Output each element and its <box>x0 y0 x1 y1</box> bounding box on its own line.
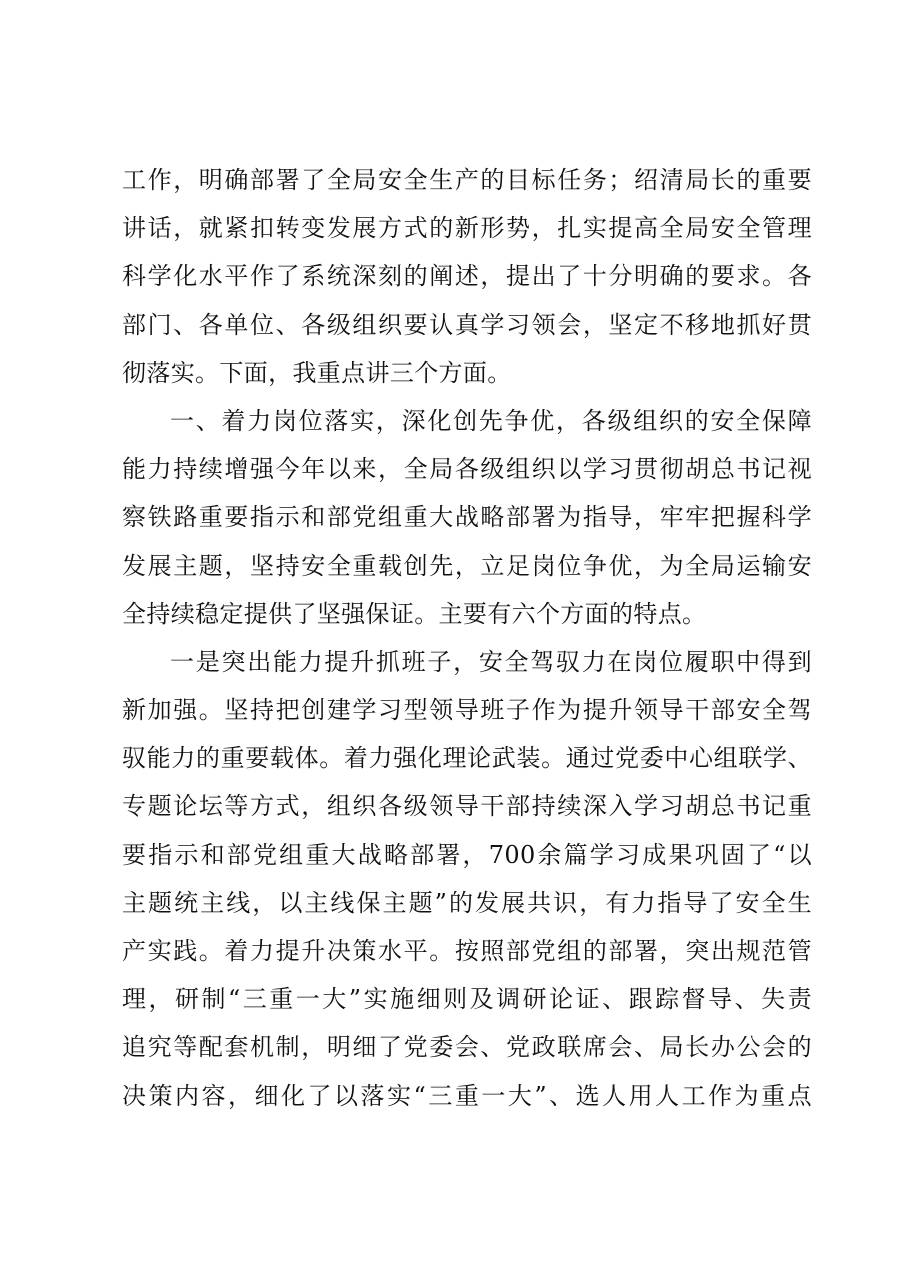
text-line: 产实践。着力提升决策水平。按照部党组的部署，突出规范管 <box>122 937 812 965</box>
document-body-text <box>122 156 812 1120</box>
text-line: 主题统主线，以主线保主题”的发展共识，有力指导了安全生 <box>122 888 812 917</box>
text-line: 彻落实。下面，我重点讲三个方面。 <box>122 358 512 387</box>
text-line: 新加强。坚持把创建学习型领导班子作为提升领导干部安全驾 <box>122 696 812 725</box>
text-line: 讲话，就紧扣转变发展方式的新形势，扎实提高全局安全管理 <box>122 214 812 243</box>
text-line: 追究等配套机制，明细了党委会、党政联席会、局长办公会的 <box>122 1033 812 1062</box>
section-heading-line: 一、着力岗位落实，深化创先争优，各级组织的安全保障 <box>170 406 812 435</box>
text-line: 全持续稳定提供了坚强保证。主要有六个方面的特点。 <box>122 599 707 628</box>
text-line: 工作，明确部署了全局安全生产的目标任务；绍清局长的重要 <box>122 166 812 194</box>
text-line: 要指示和部党组重大战略部署，700余篇学习成果巩固了“以 <box>122 840 812 869</box>
text-line: 能力持续增强今年以来，全局各级组织以学习贯彻胡总书记视 <box>122 455 812 484</box>
text-line: 部门、各单位、各级组织要认真学习领会，坚定不移地抓好贯 <box>122 310 812 339</box>
text-line: 理，研制“三重一大”实施细则及调研论证、跟踪督导、失责 <box>122 985 812 1014</box>
text-line: 察铁路重要指示和部党组重大战略部署为指导，牢牢把握科学 <box>122 503 812 532</box>
text-line: 发展主题，坚持安全重载创先，立足岗位争优，为全局运输安 <box>122 551 812 580</box>
text-line: 决策内容，细化了以落实“三重一大”、选人用人工作为重点 <box>122 1081 812 1110</box>
text-line: 科学化水平作了系统深刻的阐述，提出了十分明确的要求。各 <box>122 262 812 291</box>
paragraph-start-line: 一是突出能力提升抓班子，安全驾驭力在岗位履职中得到 <box>170 647 812 676</box>
text-line: 驭能力的重要载体。着力强化理论武装。通过党委中心组联学、 <box>122 744 812 773</box>
text-line: 专题论坛等方式，组织各级领导干部持续深入学习胡总书记重 <box>122 792 812 821</box>
